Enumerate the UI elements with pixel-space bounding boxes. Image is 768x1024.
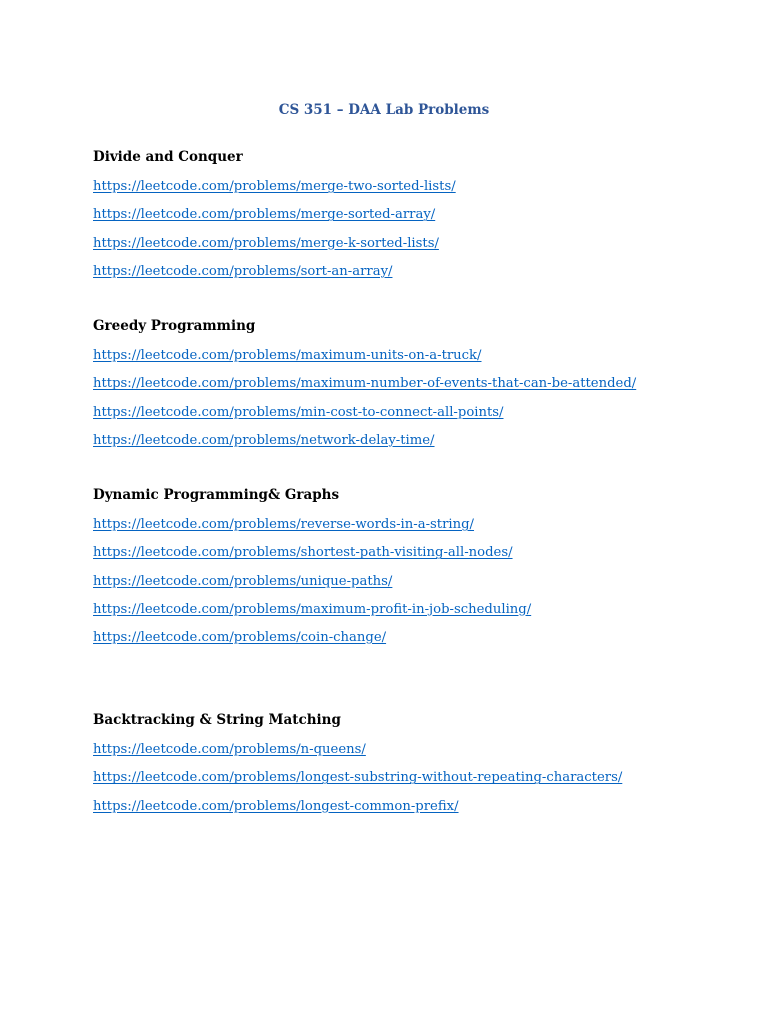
link-list: [93, 345, 733, 458]
problem-link[interactable]: https://leetcode.com/problems/maximum-number-of-events-that-can-be-attended/: [93, 376, 637, 392]
problem-link[interactable]: https://leetcode.com/problems/unique-paths/: [93, 573, 393, 589]
link-list: [93, 176, 733, 289]
section-divide-and-conquer: [93, 148, 733, 289]
list-item: [93, 373, 733, 401]
list-item: [93, 599, 733, 627]
list-item: [93, 767, 733, 795]
problem-link[interactable]: https://leetcode.com/problems/longest-common-prefix/: [93, 798, 459, 814]
problem-link[interactable]: https://leetcode.com/problems/sort-an-array/: [93, 263, 393, 279]
list-item: [93, 542, 733, 570]
section-heading: Backtracking & String Matching: [93, 712, 341, 728]
document-title: CS 351 – DAA Lab Problems: [278, 102, 490, 118]
list-item: [93, 176, 733, 204]
list-item: [93, 233, 733, 261]
problem-link[interactable]: https://leetcode.com/problems/shortest-path-visiting-all-nodes/: [93, 545, 513, 561]
list-item: [93, 796, 733, 824]
list-item: [93, 627, 733, 655]
section-heading: Greedy Programming: [93, 318, 256, 334]
section-dynamic-programming-graphs: [93, 486, 733, 655]
link-list: [93, 514, 733, 655]
list-item: [93, 402, 733, 430]
list-item: [93, 739, 733, 767]
list-item: [93, 514, 733, 542]
problem-link[interactable]: https://leetcode.com/problems/n-queens/: [93, 742, 366, 758]
problem-link[interactable]: https://leetcode.com/problems/merge-sorted-array/: [93, 207, 436, 223]
problem-link[interactable]: https://leetcode.com/problems/merge-k-sorted-lists/: [93, 235, 439, 251]
problem-link[interactable]: https://leetcode.com/problems/reverse-words-in-a-string/: [93, 517, 475, 533]
problem-link[interactable]: https://leetcode.com/problems/maximum-units-on-a-truck/: [93, 348, 482, 364]
list-item: [93, 261, 733, 289]
list-item: [93, 430, 733, 458]
section-heading: Dynamic Programming& Graphs: [93, 487, 340, 503]
problem-link[interactable]: https://leetcode.com/problems/maximum-profit-in-job-scheduling/: [93, 601, 532, 617]
list-item: [93, 571, 733, 599]
section-backtracking-string-matching: [93, 711, 733, 824]
section-greedy-programming: [93, 317, 733, 458]
problem-link[interactable]: https://leetcode.com/problems/network-delay-time/: [93, 432, 435, 448]
problem-link[interactable]: https://leetcode.com/problems/coin-change/: [93, 629, 387, 645]
list-item: [93, 204, 733, 232]
list-item: [93, 345, 733, 373]
problem-link[interactable]: https://leetcode.com/problems/longest-substring-without-repeating-characters/: [93, 770, 623, 786]
section-heading: Divide and Conquer: [93, 149, 243, 165]
problem-link[interactable]: https://leetcode.com/problems/merge-two-sorted-lists/: [93, 179, 456, 195]
problem-link[interactable]: https://leetcode.com/problems/min-cost-to-connect-all-points/: [93, 404, 504, 420]
link-list: [93, 739, 733, 824]
